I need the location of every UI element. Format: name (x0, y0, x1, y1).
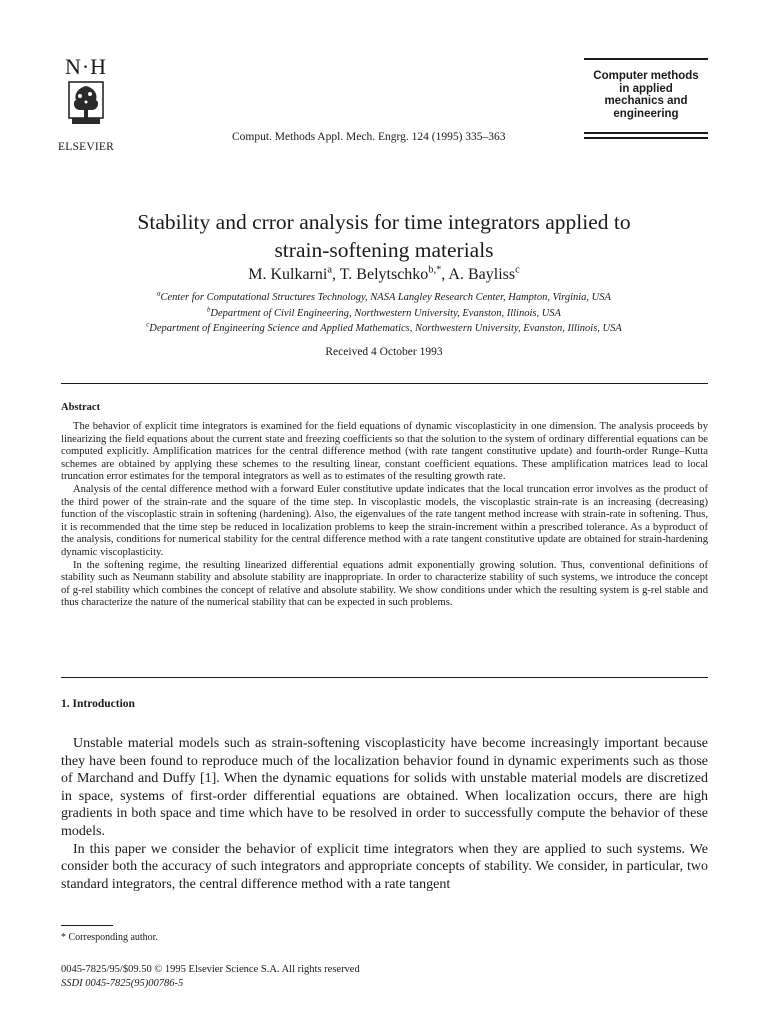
elsevier-tree-icon (66, 80, 106, 128)
abstract-paragraph: In the softening regime, the resulting linearized differential equations admit exponentially growing solution. Thus, conventional definitions of stability such as Neumann stability and absolute stability are inappropriate. In order to characterize stability of such systems, we introduce the concept of g-rel stability which combines the concept of relative and absolute stability. We show conditions under which the resulting system is g-rel stable and thus characterize the nature of the numerical stability that can be expected in such problems. (61, 559, 708, 609)
journal-title-line: Computer methods (593, 70, 699, 82)
body-paragraph: In this paper we consider the behavior of explicit time integrators when they are applied to such systems. We consider both the accuracy of such integrators and appropriate concepts of stability. We consider, in particular, two standard integrators, the central difference method with a rate tangent (61, 841, 708, 892)
affiliation-list (0, 290, 768, 337)
affiliation (0, 290, 768, 306)
divider (61, 677, 708, 678)
affiliation-mark: b (207, 306, 211, 313)
body-paragraph: Unstable material models such as strain-softening viscoplasticity have become increasingly important because they have been found to reproduce much of the localization behavior found in dynamic experiments such as those of Marchand and Duffy [1]. When the dynamic equations for solids with unstable material models are discretized in space, systems of first-order differential equations are obtained. When localization occurs, there are high gradients in both space and time which have to be resolved in order to successfully compute the behavior of these models. (61, 736, 708, 839)
affiliation-mark: c (146, 321, 150, 329)
author-affiliation-mark: c (515, 264, 520, 276)
journal-title (584, 70, 708, 120)
divider (61, 383, 708, 384)
article-title-line: Stability and crror analysis for time integrators applied to (137, 210, 631, 234)
journal-rule-top (584, 58, 708, 60)
journal-rule-bottom (584, 137, 708, 139)
affiliation-mark: a (157, 290, 161, 298)
author-separator: , (332, 266, 340, 283)
publisher-logo (46, 56, 126, 153)
author-name: M. Kulkarni (248, 266, 328, 283)
author-name: T. Belytschko (339, 266, 429, 283)
abstract-paragraph: The behavior of explicit time integrators is examined for the field equations of dynamic viscoplasticity in one dimension. The analysis proceeds by linearizing the field equations about the current state and freezing coefficients so that the solution to the system of ordinary differential equations can be computed explicitly. Amplification matrices for the central difference method (with rate tangent constitutive update) and fourth-order Runge–Kutta schemes are obtained by applying these schemes to the resulting linear, constant coefficient equations. These amplification matrices lead to local truncation error estimates for the temporal integrators as well as to estimates of the resulting growth rate. (61, 421, 708, 483)
section-body (61, 735, 708, 893)
author-affiliation-mark: a (327, 264, 332, 276)
publisher-mark: N·H (64, 54, 108, 79)
author-list (0, 266, 768, 284)
abstract-paragraph: Analysis of the cental difference method with a forward Euler constitutive update indicates that the local truncation error involves as the product of the third power of the strain-rate and the square of the time step. In viscoplastic models, the viscoplastic strain-rate is an increasing (decreasing) function of the viscoplastic strain in softening (hardening). Also, the eigenvalues of the rate tangent method increase with strain-rate in softening. Thus, it is recommended that the time step be reduced in localization problems to keep the strain-increment within a prescribed tolerance. As a byproduct of the analysis, conditions for numerical stability for the central difference method with a rate tangent constitutive update are obtained for strain-hardening dynamic viscoplasticity. (61, 483, 708, 558)
journal-rule-bottom (584, 132, 708, 134)
article-title (0, 208, 768, 264)
journal-title-line: engineering (613, 107, 679, 120)
journal-title-line: in applied (619, 82, 673, 95)
journal-title-line: mechanics and (604, 95, 688, 107)
abstract-heading: Abstract (61, 402, 101, 413)
ssdi-line: SSDI 0045-7825(95)00786-5 (61, 978, 184, 989)
abstract-body (61, 421, 708, 610)
received-date: Received 4 October 1993 (325, 346, 443, 358)
footnote-rule (61, 925, 113, 926)
affiliation-text: Center for Computational Structures Technology, NASA Langley Research Center, Hampton, Virginia, USA (160, 292, 611, 303)
publisher-name: ELSEVIER (58, 141, 114, 153)
affiliation (0, 321, 768, 337)
article-title-line: strain-softening materials (274, 238, 494, 262)
affiliation-text: Department of Engineering Science and Applied Mathematics, Northwestern University, Evanston, Illinois, USA (149, 323, 622, 334)
affiliation-text: Department of Civil Engineering, Northwestern University, Evanston, Illinois, USA (210, 307, 561, 319)
copyright-block (61, 963, 360, 991)
journal-citation: Comput. Methods Appl. Mech. Engrg. 124 (1995) 335–363 (232, 131, 506, 143)
affiliation (0, 306, 768, 322)
author-affiliation-mark: b,* (428, 264, 442, 276)
footnote: * Corresponding author. (61, 932, 158, 943)
journal-title-box (584, 58, 708, 139)
section-heading: 1. Introduction (61, 698, 135, 710)
author-separator: , (441, 266, 449, 283)
copyright-line: 0045-7825/95/$09.50 © 1995 Elsevier Science S.A. All rights reserved (61, 964, 360, 975)
author-name: A. Bayliss (448, 266, 516, 283)
